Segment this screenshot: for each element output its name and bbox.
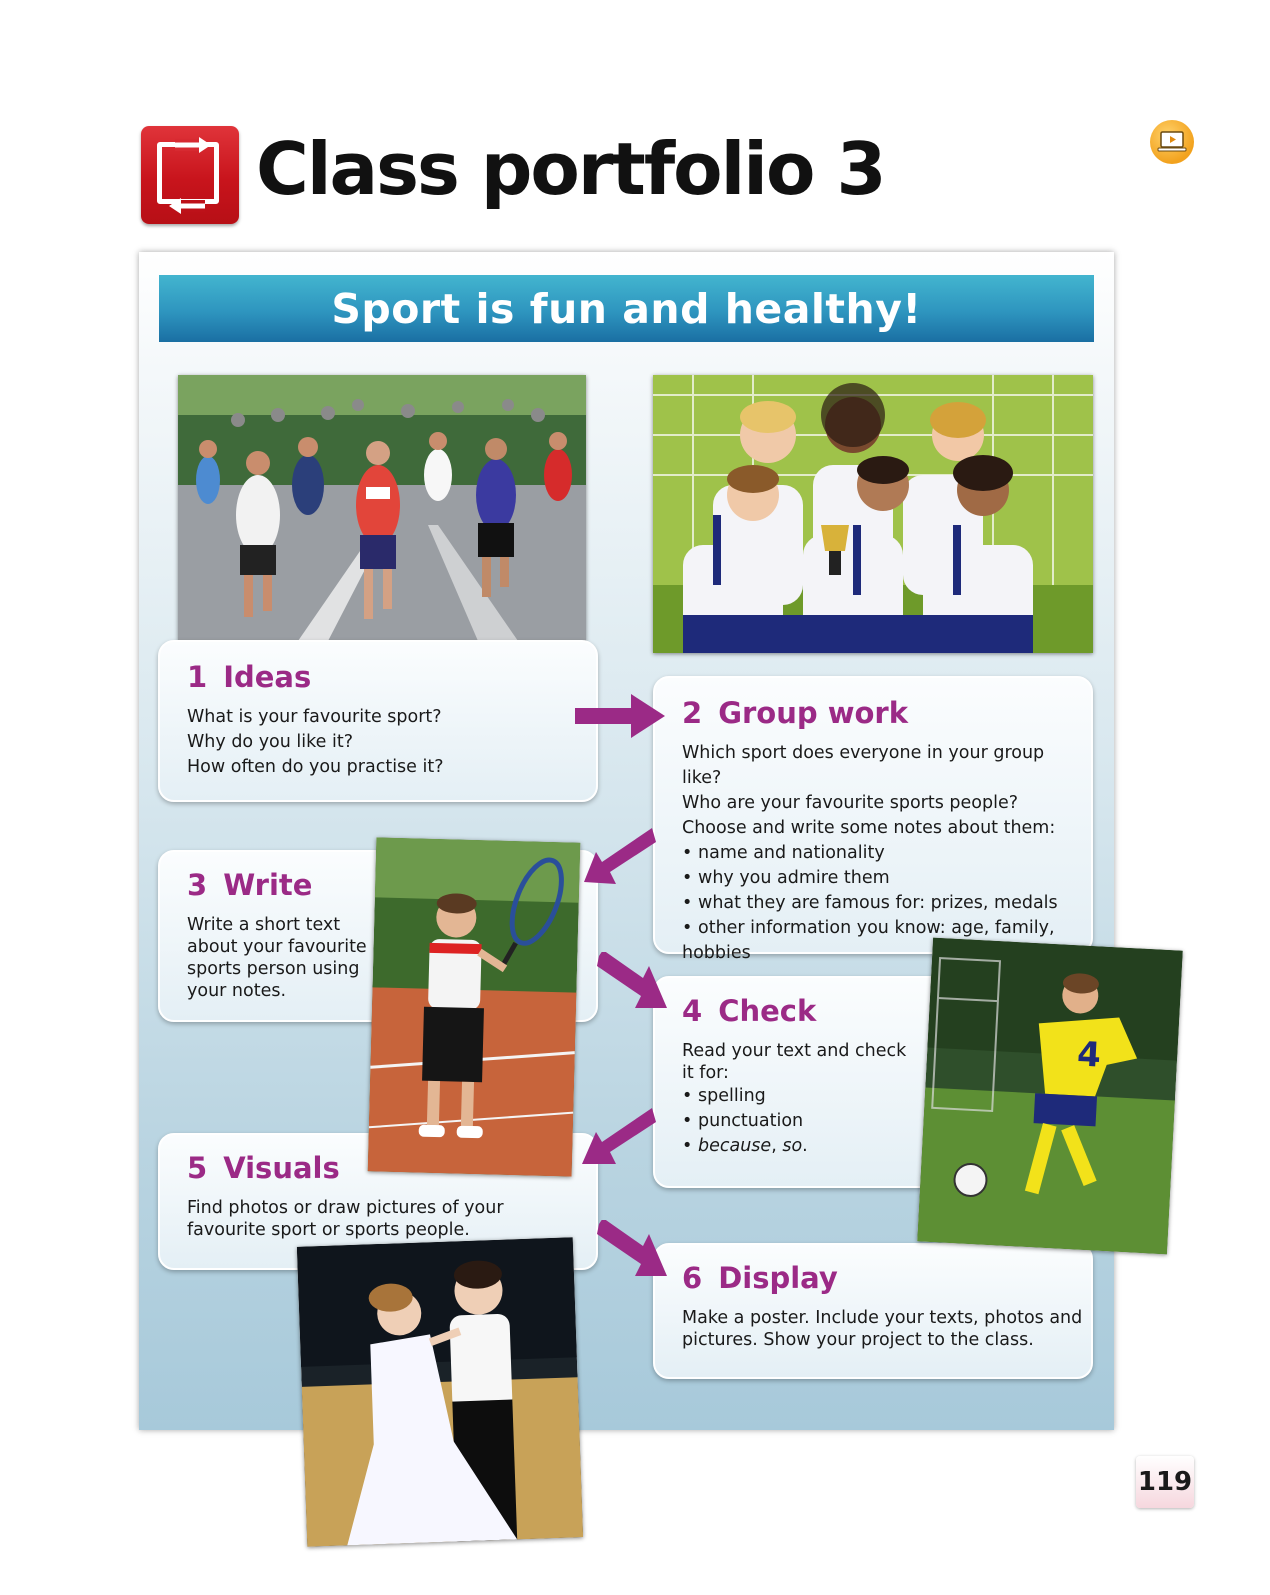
banner bbox=[159, 275, 1094, 342]
step-body: What is your favourite sport? Why do you like it? How often do you practise it? bbox=[187, 707, 444, 777]
page-number: 119 bbox=[1136, 1456, 1194, 1508]
list-item: • name and nationality bbox=[682, 841, 1082, 866]
step-body: Write a short text about your favourite sports person using your notes. bbox=[187, 915, 367, 1001]
step-heading: 4 Check bbox=[682, 994, 817, 1028]
banner-title: Sport is fun and healthy! bbox=[331, 284, 922, 333]
list-item: • why you admire them bbox=[682, 866, 1082, 891]
arrow-down-left-icon bbox=[582, 826, 656, 888]
football-team-trophy-photo bbox=[653, 375, 1093, 653]
football-player-photo bbox=[917, 938, 1183, 1255]
ballroom-dancers-photo bbox=[297, 1237, 583, 1546]
list-item: • what they are famous for: prizes, medals bbox=[682, 891, 1082, 916]
list-item: • other information you know: age, family, hobbies bbox=[682, 916, 1082, 966]
step-body: Make a poster. Include your texts, photos and pictures. Show your project to the class. bbox=[682, 1308, 1083, 1350]
step-body: Which sport does everyone in your group like? Who are your favourite sports people? Choose and write some notes about them: • name and nationality • why you admire them • what they are famous for: prizes, medals • other information you know: age, family, hobbies bbox=[682, 741, 1082, 966]
arrow-right-icon bbox=[575, 694, 667, 738]
list-item: • spelling bbox=[682, 1084, 906, 1109]
step-body: Find photos or draw pictures of your favourite sport or sports people. bbox=[187, 1198, 504, 1240]
marathon-runners-photo bbox=[178, 375, 586, 641]
step-heading: 5 Visuals bbox=[187, 1151, 340, 1185]
list-item: • punctuation bbox=[682, 1109, 906, 1134]
arrow-down-left-icon bbox=[580, 1106, 656, 1168]
monitor-icon[interactable] bbox=[1150, 120, 1194, 164]
step-group-work bbox=[653, 676, 1093, 963]
step-heading: 2 Group work bbox=[682, 696, 909, 730]
svg-text:4: 4 bbox=[1076, 1034, 1102, 1076]
rotate-arrows-icon bbox=[141, 126, 239, 224]
arrow-down-right-icon bbox=[597, 1220, 669, 1280]
step-heading: 3 Write bbox=[187, 868, 313, 902]
tennis-boy-photo bbox=[368, 837, 581, 1176]
list-item: • because, so. bbox=[682, 1134, 906, 1159]
step-heading: 1 Ideas bbox=[187, 660, 312, 694]
step-display bbox=[653, 1243, 1093, 1379]
step-ideas bbox=[158, 640, 598, 802]
page-title: Class portfolio 3 bbox=[256, 127, 885, 211]
arrow-down-right-icon bbox=[597, 952, 669, 1012]
step-heading: 6 Display bbox=[682, 1261, 838, 1295]
step-body: Read your text and check it for: • spelling • punctuation • because, so. bbox=[682, 1040, 906, 1159]
